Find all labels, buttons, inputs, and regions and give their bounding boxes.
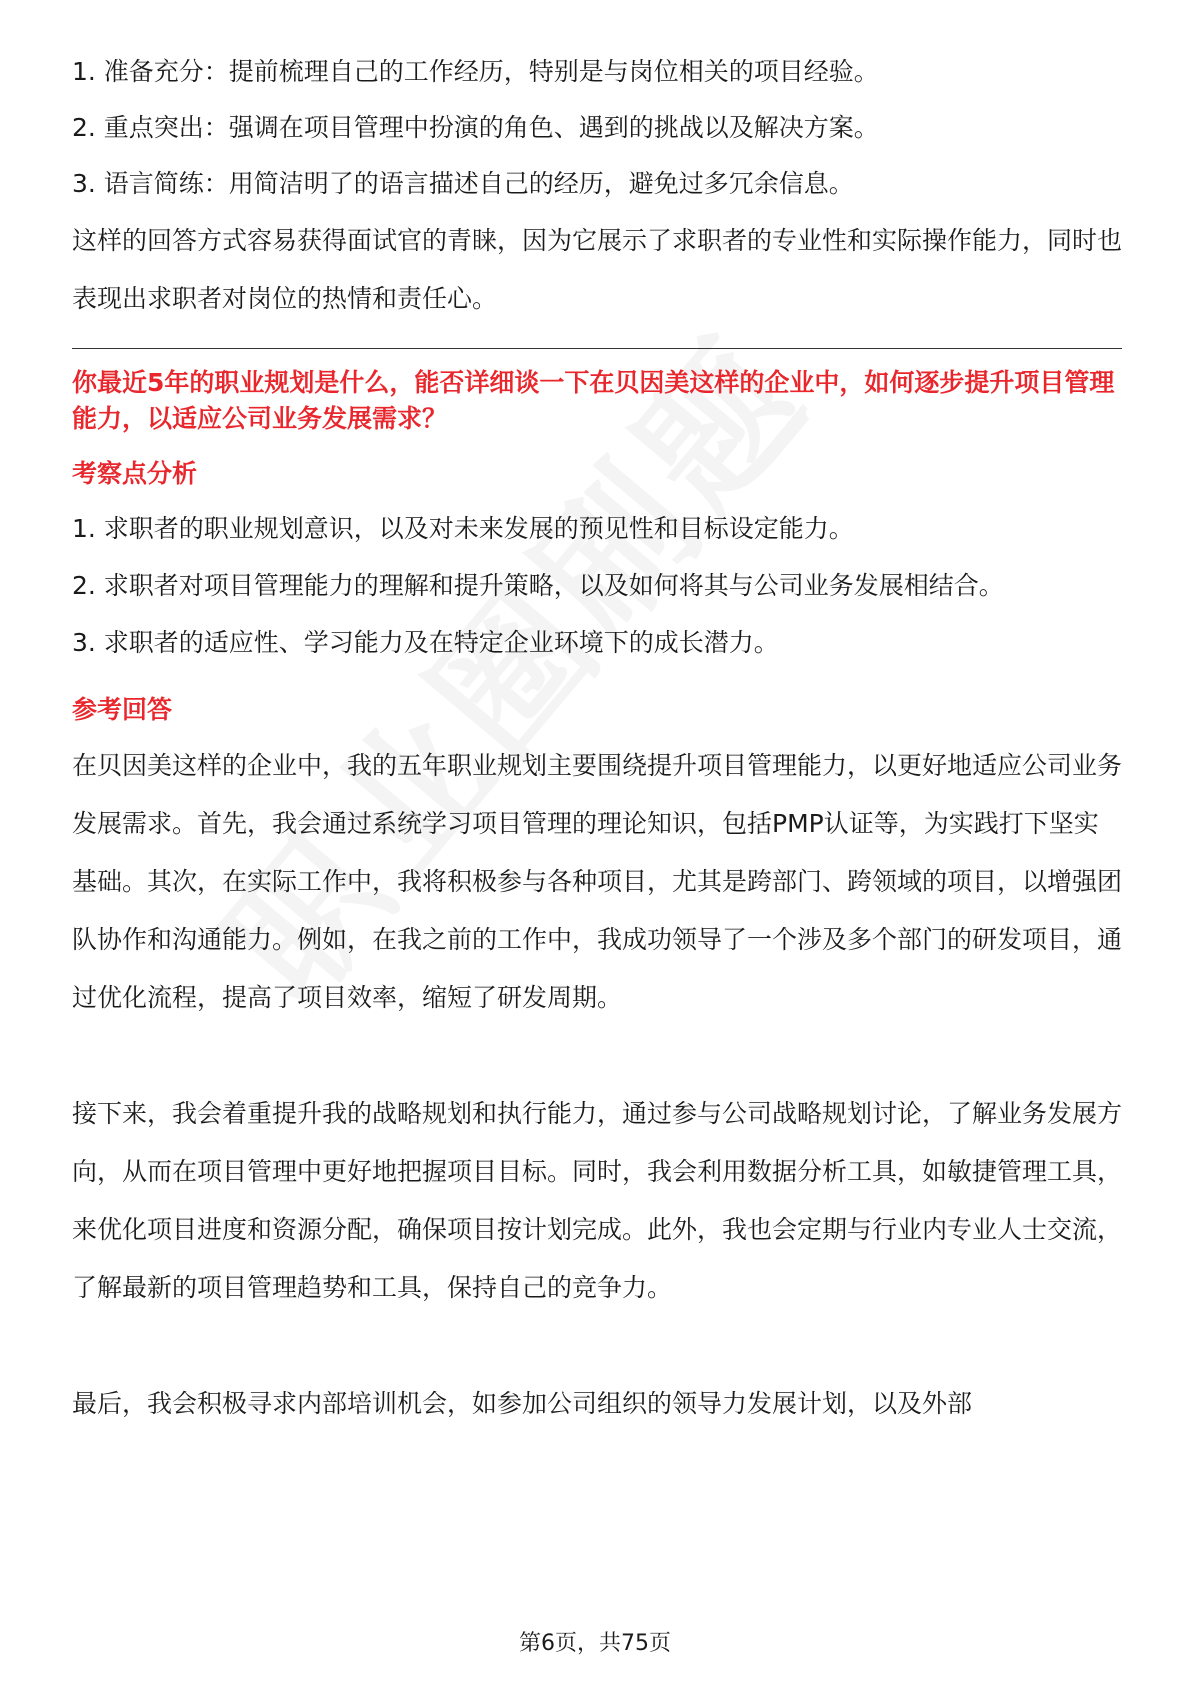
question-heading: 你最近5年的职业规划是什么，能否详细谈一下在贝因美这样的企业中，如何逐步提升项目管理能力，以适应公司业务发展需求？ xyxy=(72,368,1115,433)
analysis-item: 2. 求职者对项目管理能力的理解和提升策略，以及如何将其与公司业务发展相结合。 xyxy=(72,571,1004,600)
intro-list-item: 3. 语言简练：用简洁明了的语言描述自己的经历，避免过多冗余信息。 xyxy=(72,169,854,198)
section-divider xyxy=(72,348,1122,349)
answer-body xyxy=(72,737,1122,1433)
analysis-list xyxy=(72,501,1122,671)
analysis-title: 考察点分析 xyxy=(72,459,198,488)
intro-summary: 这样的回答方式容易获得面试官的青睐，因为它展示了求职者的专业性和实际操作能力，同时也表现出求职者对岗位的热情和责任心。 xyxy=(72,226,1123,313)
intro-list-item: 2. 重点突出：强调在项目管理中扮演的角色、遇到的挑战以及解决方案。 xyxy=(72,113,879,142)
document-page xyxy=(72,44,1122,1433)
analysis-item: 3. 求职者的适应性、学习能力及在特定企业环境下的成长潜力。 xyxy=(72,628,779,657)
answer-title: 参考回答 xyxy=(72,695,173,724)
answer-paragraph: 最后，我会积极寻求内部培训机会，如参加公司组织的领导力发展计划，以及外部 xyxy=(72,1389,973,1418)
page-number: 第6页，共75页 xyxy=(519,1631,671,1656)
intro-list xyxy=(72,44,1122,212)
analysis-item: 1. 求职者的职业规划意识，以及对未来发展的预见性和目标设定能力。 xyxy=(72,514,854,543)
intro-list-item: 1. 准备充分：提前梳理自己的工作经历，特别是与岗位相关的项目经验。 xyxy=(72,57,879,86)
answer-paragraph: 接下来，我会着重提升我的战略规划和执行能力，通过参与公司战略规划讨论，了解业务发展方向，从而在项目管理中更好地把握项目目标。同时，我会利用数据分析工具，如敏捷管理工具，来优化项目进度和资源分配，确保项目按计划完成。此外，我也会定期与行业内专业人士交流，了解最新的项目管理趋势和工具，保持自己的竞争力。 xyxy=(72,1099,1123,1302)
answer-paragraph: 在贝因美这样的企业中，我的五年职业规划主要围绕提升项目管理能力，以更好地适应公司业务发展需求。首先，我会通过系统学习项目管理的理论知识，包括PMP认证等，为实践打下坚实基础。其次，在实际工作中，我将积极参与各种项目，尤其是跨部门、跨领域的项目，以增强团队协作和沟通能力。例如，在我之前的工作中，我成功领导了一个涉及多个部门的研发项目，通过优化流程，提高了项目效率，缩短了研发周期。 xyxy=(72,751,1123,1012)
